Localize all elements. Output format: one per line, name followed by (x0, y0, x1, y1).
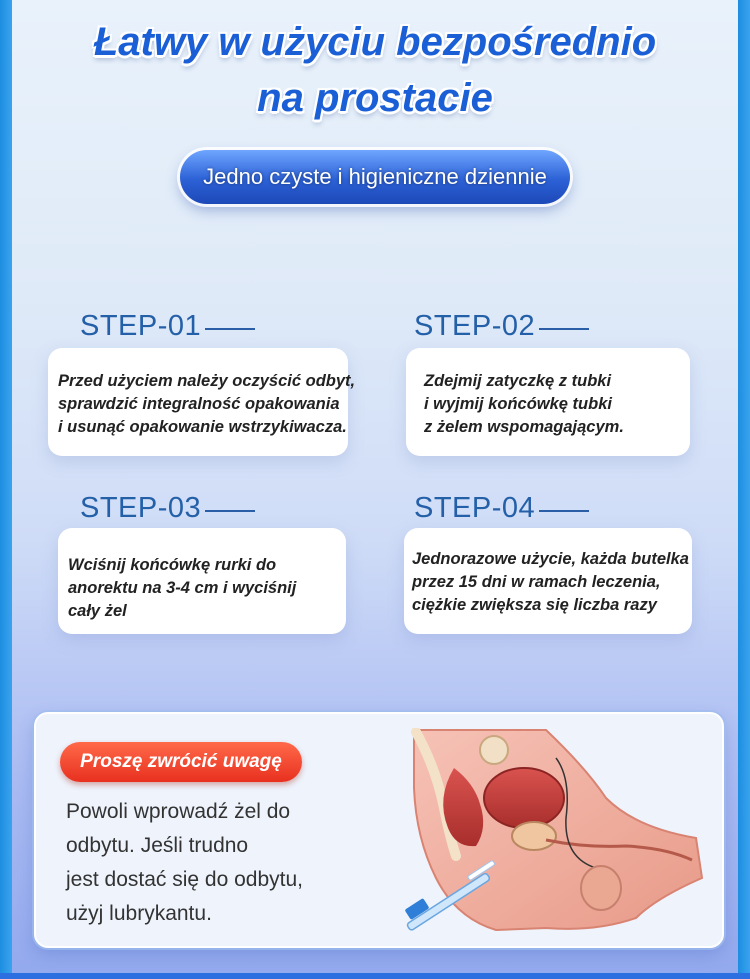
step-04-text: Jednorazowe użycie, każda butelka przez 15 dni w ramach leczenia, ciężkie zwiększa się liczba razy (412, 550, 689, 614)
notice-badge: Proszę zwrócić uwagę (60, 742, 302, 782)
subtitle-pill: Jedno czyste i higieniczne dziennie (180, 150, 570, 204)
bottom-frame-border (0, 973, 750, 979)
testis (581, 866, 621, 910)
prostate-organ (512, 822, 556, 850)
page-title-line2: na prostacie (257, 76, 493, 120)
step-02-text: Zdejmij zatyczkę z tubki i wyjmij końcówkę tubki z żelem wspomagającym. (424, 372, 624, 436)
step-03-label: STEP-03 (80, 492, 202, 524)
step-01-label: STEP-01 (80, 310, 202, 342)
page-title-line1: Łatwy w użyciu bezpośrednio (93, 20, 657, 64)
right-frame-border (738, 0, 750, 979)
step-04-line (539, 510, 589, 512)
step-02-label: STEP-02 (414, 310, 536, 342)
notice-text: Powoli wprowadź żel do odbytu. Jeśli trudno jest dostać się do odbytu, użyj lubrykantu. (66, 800, 303, 925)
anatomy-applicator-illustration (396, 728, 706, 933)
pubic-bone (480, 736, 508, 764)
left-frame-border (0, 0, 12, 979)
bladder-organ (484, 768, 564, 828)
step-01-text: Przed użyciem należy oczyścić odbyt, sprawdzić integralność opakowania i usunąć opakowanie wstrzykiwacza. (58, 372, 356, 436)
step-02-line (539, 328, 589, 330)
step-03-line (205, 510, 255, 512)
step-01-line (205, 328, 255, 330)
step-04-label: STEP-04 (414, 492, 536, 524)
step-03-text: Wciśnij końcówkę rurki do anorektu na 3-4 cm i wyciśnij cały żel (68, 556, 297, 620)
